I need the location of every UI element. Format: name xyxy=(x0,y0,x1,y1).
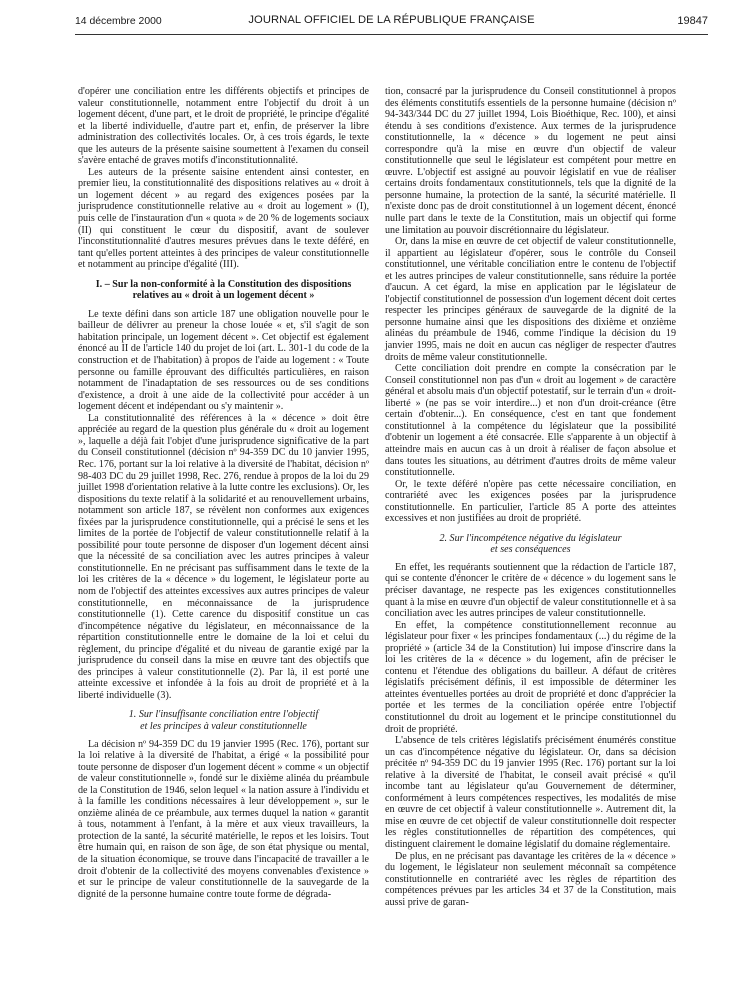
paragraph: En effet, les requérants soutiennent que la rédaction de l'article 187, qui se contente d'énoncer le critère de « décence » du logement sans le préciser davantage, ne respecte pas les exigences constitutionnelles quant à la mise en œuvre d'un objectif de valeur constitutionnelle et à sa conciliation avec les autres principes de valeur constitutionnelle. xyxy=(385,561,676,620)
section-heading-I: I. – Sur la non-conformité à la Constitution des dispositions relatives au « droit à un logement décent » xyxy=(95,278,352,302)
paragraph: La constitutionnalité des références à la « décence » doit être appréciée au regard de la question plus générale du « droit au logement », laquelle a déjà fait l'objet d'une jurisprudence significative de la part du Conseil constitutionnel (décision nº 94-359 DC du 10 janvier 1995, Rec. 176, portant sur la loi relative à la diversité de l'habitat, décision nº 98-403 DC du 29 juillet 1998, Rec. 276, rendue à propos de la loi du 29 juillet 1998 d'orientation relative à la lutte contre les exclusions). Or, les dispositions du texte relatif à la solidarité et au renouvellement urbains, notamment son article 187, se révèlent non conformes aux exigences fixées par la jurisprudence constitutionnelle, qui a précisé le sens et les limites de la portée de l'objectif de valeur constitutionnelle relatif à la possibilité pour toute personne de disposer d'un logement décent ainsi que la nécessité de sa conciliation avec les autres principes à valeur constitutionnelle. En ne précisant pas suffisamment dans le texte de la loi les critères de la « décence » du logement, le législateur porte au nom de l'objectif des atteintes excessives aux autres principes de valeur constitutionnelle, en méconnaissance de la jurisprudence constitutionnelle (1). Cette carence du dispositif constitue un cas d'incompétence négative du législateur, en méconnaissance de la répartition constitutionnelle entre le domaine de la loi et celui du règlement, du principe d'égalité et du niveau de garantie exigé par la jurisprudence du conseil dans la mise en œuvre tant des objectifs que des principes à valeur constitutionnelle (2). Par là, il est porté une atteinte excessive et infondée à la fois au droit de propriété et à la liberté individuelle (3). xyxy=(78,412,369,701)
paragraph: La décision nº 94-359 DC du 19 janvier 1995 (Rec. 176), portant sur la loi relative à la diversité de l'habitat, a érigé « la possibilité pour toute personne de disposer d'un logement décent » comme « un objectif de valeur constitutionnelle », fondé sur le dixième alinéa du préambule de la Constitution de 1946, selon lequel « la nation assure à l'individu et à la famille les conditions nécessaires à leur développement », sur le onzième alinéa de ce préambule, aux termes duquel la nation « garantit à tous, notamment à l'enfant, à la mère et aux vieux travailleurs, la protection de la santé, la sécurité matérielle, le repos et les loisirs. Tout être humain qui, en raison de son âge, de son état physique ou mental, de la situation économique, se trouve dans l'incapacité de travailler a le droit d'obtenir de la collectivité des moyens convenables d'existence » et sur le principe de valeur constitutionnelle de la sauvegarde de la dignité de la personne humaine contre toute forme de dégrada- xyxy=(78,738,369,900)
page-number: 19847 xyxy=(677,15,708,27)
paragraph: Or, dans la mise en œuvre de cet objectif de valeur constitutionnelle, il appartient au législateur d'opérer, sous le contrôle du Conseil constitutionnel, une véritable conciliation entre le contenu de l'objectif et les autres principes de valeur constitutionnelle, sans réduire la portée d'aucun. A cet égard, la mise en application par le législateur de l'objectif constitutionnel de possession d'un logement décent doit certes respecter les principes généraux de sauvegarde de la dignité de la personne humaine ainsi que les dispositions des dixième et onzième alinéas du préambule de 1946, comme l'indique la décision du 19 janvier 1995, mais ne doit en aucun cas négliger de respecter d'autres droits de même valeur constitutionnelle. xyxy=(385,236,676,363)
subsection-heading-line: et ses conséquences xyxy=(490,544,571,556)
page-header xyxy=(75,14,708,30)
subsection-heading-2 xyxy=(385,533,676,556)
header-date: 14 décembre 2000 xyxy=(75,16,162,27)
left-column xyxy=(78,86,369,900)
paragraph: d'opérer une conciliation entre les différents objectifs et principes de valeur constitutionnelle, notamment entre l'objectif du droit à un logement décent, d'une part, et le droit de propriété, le principe d'égalité et la liberté individuelle, d'autre part et, enfin, de préserver la libre administration des collectivités locales. Or, à ces trois égards, le texte que les auteurs de la présente saisine soumettent à l'examen du conseil s'avère entaché de graves motifs d'inconstitutionnalité. xyxy=(78,86,369,167)
paragraph: L'absence de tels critères législatifs précisément énumérés constitue un cas d'incompétence négative du législateur. Or, dans sa décision précitée nº 94-359 DC du 19 janvier 1995 (Rec. 176) portant sur la loi relative à la diversité de l'habitat, le conseil avait précisé « qu'il incombe tant au législateur qu'au Gouvernement de déterminer, conformément à leurs compétences respectives, les modalités de mise en œuvre de cet objectif à valeur constitutionnelle ». Autrement dit, la mise en œuvre de cet objectif de valeur constitutionnelle doit respecter les règles constitutionnelles de répartition des compétences, qui distinguent clairement le domaine législatif du domaine réglementaire. xyxy=(385,735,676,850)
header-rule xyxy=(75,34,708,35)
subsection-heading-line: et les principes à valeur constitutionnelle xyxy=(140,720,307,732)
subsection-heading-1 xyxy=(78,709,369,732)
paragraph: tion, consacré par la jurisprudence du Conseil constitutionnel à propos des éléments constitutifs essentiels de la personne humaine (décision nº 94-343/344 DC du 27 juillet 1994, Lois Bioéthique, Rec. 100), et ainsi étendu à ses conditions d'existence. Aux termes de la jurisprudence constitutionnelle, la « décence » du logement ne peut ainsi correspondre qu'à la mise en œuvre d'un objectif de valeur constitutionnelle que seul le législateur est compétent pour mettre en œuvre. L'objectif est assigné au pouvoir législatif en vue de réaliser certains droits fondamentaux constitutionnels, tels que la dignité de la personne humaine, la protection de la santé, la sécurité matérielle. Il n'existe donc pas de droit constitutionnel à un logement décent, énoncé nulle part dans le texte de la Constitution, mais un objectif qui forme une limitation au pouvoir discrétionnaire du législateur. xyxy=(385,86,676,236)
subsection-heading-line: 2. Sur l'incompétence négative du législateur xyxy=(439,532,622,544)
paragraph: Les auteurs de la présente saisine entendent ainsi contester, en premier lieu, la constitutionnalité des dispositions relatives au « droit à un logement décent » au regard des exigences posées par la jurisprudence constitutionnelle relative au « droit au logement » (I), puis celle de l'instauration d'un « quota » de 20 % de logements sociaux (II) qui constituent le cœur du dispositif, avant de soulever l'inconstitutionnalité d'autres mesures prévues dans le texte déféré, en tant qu'elles portent atteintes à des principes de valeur constitutionnelle et notamment au principe d'égalité (III). xyxy=(78,166,369,271)
paragraph: En effet, la compétence constitutionnellement reconnue au législateur pour fixer « les principes fondamentaux (...) du régime de la propriété » (article 34 de la Constitution) lui impose d'inscrire dans la loi les critères de la « décence » du logement, afin de préciser le contenu et l'étendue des obligations du bailleur. A défaut de critères législatifs précisément définis, il est impossible de déterminer les atteintes éventuelles portées au droit de propriété et donc d'apprécier la portée et les termes de la conciliation opérée entre l'objectif constitutionnel du droit au logement et le principe constitutionnel du droit de propriété. xyxy=(385,619,676,735)
paragraph: Or, le texte déféré n'opère pas cette nécessaire conciliation, en contrariété avec les exigences posées par la jurisprudence constitutionnelle. En particulier, l'article 85 A porte des atteintes excessives et non justifiées au droit de propriété. xyxy=(385,478,676,525)
paragraph: Cette conciliation doit prendre en compte la consécration par le Conseil constitutionnel non pas d'un « droit au logement » de caractère général et absolu mais d'un objectif potestatif, sur le terrain d'un « droit-liberté » (ne pas se voir interdire...) et non d'un droit-créance (être certain d'obtenir...). En conséquence, c'est en tant que fondement constitutionnel à la compétence du législateur que la possibilité d'obtenir un logement a été consacrée. Elle s'apparente à un objectif à atteindre mais en aucun cas à un droit à réaliser de façon absolue et dans toutes les situations, au détriment d'autres droits de même valeur constitutionnelle. xyxy=(385,363,676,479)
right-column xyxy=(385,86,676,908)
paragraph: Le texte défini dans son article 187 une obligation nouvelle pour le bailleur de délivrer au preneur la chose louée « et, s'il s'agit de son habitation principale, un logement décent ». Cet objectif est également énoncé au II de l'article 140 du projet de loi (art. L. 301-1 du code de la construction et de l'habitation) à propos de l'aide au logement : « Toute personne ou famille éprouvant des difficultés particulières, en raison notamment de l'inadaptation de ses ressources ou de ses conditions d'existence, a droit à une aide de la collectivité pour accéder à un logement décent et indépendant ou s'y maintenir ». xyxy=(78,308,369,413)
subsection-heading-line: 1. Sur l'insuffisante conciliation entre l'objectif xyxy=(128,709,319,721)
paragraph: De plus, en ne précisant pas davantage les critères de la « décence » du logement, le législateur non seulement méconnaît sa compétence constitutionnelle en contrariété avec les règles de répartition des compétences prévues par les articles 34 et 37 de la Constitution, mais aussi prive de garan- xyxy=(385,850,676,908)
journal-title: JOURNAL OFFICIEL DE LA RÉPUBLIQUE FRANÇAISE xyxy=(248,14,535,26)
